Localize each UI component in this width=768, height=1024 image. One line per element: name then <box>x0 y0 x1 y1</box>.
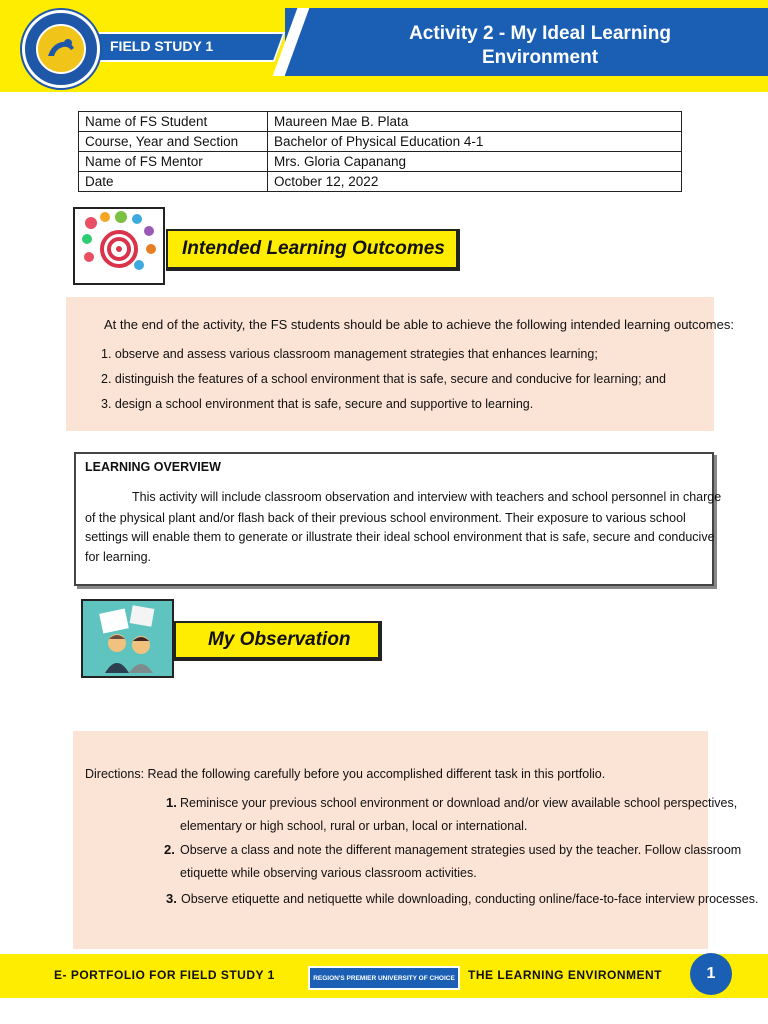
outcome-item: 3. design a school environment that is safe, secure and supportive to learning. <box>101 397 534 411</box>
seal-lion-emblem <box>36 24 86 74</box>
table-label: Date <box>79 172 268 192</box>
student-info-table <box>78 111 682 192</box>
direction-item-line: elementary or high school, rural or urban, local or international. <box>180 819 528 833</box>
outcomes-illustration <box>73 207 165 285</box>
footer-tagline-text: REGION'S PREMIER UNIVERSITY OF CHOICE <box>313 974 455 982</box>
outcome-item: 1. observe and assess various classroom management strategies that enhances learning; <box>101 347 598 361</box>
footer-section-label: THE LEARNING ENVIRONMENT <box>468 968 663 982</box>
observation-heading-text: My Observation <box>208 629 351 650</box>
interview-icon <box>83 601 172 676</box>
activity-title-line1: Activity 2 - My Ideal Learning <box>409 23 671 44</box>
outcome-item: 2. distinguish the features of a school environment that is safe, secure and conducive for learning; and <box>101 372 666 386</box>
direction-item-line: Reminisce your previous school environment or download and/or view available school perspectives, <box>180 796 738 810</box>
table-value: Maureen Mae B. Plata <box>268 112 682 132</box>
direction-number: 2. <box>164 842 175 857</box>
target-icon <box>75 209 163 283</box>
table-value: Mrs. Gloria Capanang <box>268 152 682 172</box>
table-label: Name of FS Student <box>79 112 268 132</box>
direction-item-line: etiquette while observing various classroom activities. <box>180 866 477 880</box>
overview-text-line: settings will enable them to generate or illustrate their ideal school environment that is safe, secure and conducive <box>85 530 715 544</box>
activity-title <box>330 22 750 70</box>
page-number-badge <box>690 953 732 995</box>
table-label: Course, Year and Section <box>79 132 268 152</box>
directions-panel <box>73 731 708 949</box>
lion-icon <box>38 26 84 72</box>
overview-heading: LEARNING OVERVIEW <box>85 460 221 474</box>
outcomes-intro: At the end of the activity, the FS students should be able to achieve the following intended learning outcomes: <box>104 317 734 332</box>
activity-title-line2: Environment <box>481 47 599 68</box>
footer-portfolio-label: E- PORTFOLIO FOR FIELD STUDY 1 <box>54 968 275 982</box>
direction-item-line: Observe etiquette and netiquette while downloading, conducting online/face-to-face interview processes. <box>181 892 759 906</box>
observation-illustration <box>81 599 174 678</box>
outcomes-heading-text: Intended Learning Outcomes <box>182 238 445 259</box>
table-row <box>79 112 682 132</box>
overview-text-line: This activity will include classroom observation and interview with teachers and school personnel in charge <box>132 490 722 504</box>
table-row <box>79 132 682 152</box>
footer-tagline <box>308 966 460 990</box>
overview-text-line: for learning. <box>85 550 152 564</box>
directions-text: Directions: Read the following carefully before you accomplished different task in this portfolio. <box>85 767 606 781</box>
table-value: Bachelor of Physical Education 4-1 <box>268 132 682 152</box>
table-row <box>79 152 682 172</box>
table-value: October 12, 2022 <box>268 172 682 192</box>
page-number: 1 <box>706 965 716 982</box>
direction-item-line: Observe a class and note the different management strategies used by the teacher. Follow classroom <box>180 843 742 857</box>
outcomes-heading <box>166 229 460 271</box>
direction-number: 3. <box>166 891 177 906</box>
table-label: Name of FS Mentor <box>79 152 268 172</box>
direction-number: 1. <box>166 795 177 810</box>
overview-text-line: of the physical plant and/or flash back of their previous school environment. Their exposure to various school <box>85 511 686 525</box>
observation-heading <box>174 621 382 661</box>
table-row <box>79 172 682 192</box>
course-label: FIELD STUDY 1 <box>110 38 214 54</box>
